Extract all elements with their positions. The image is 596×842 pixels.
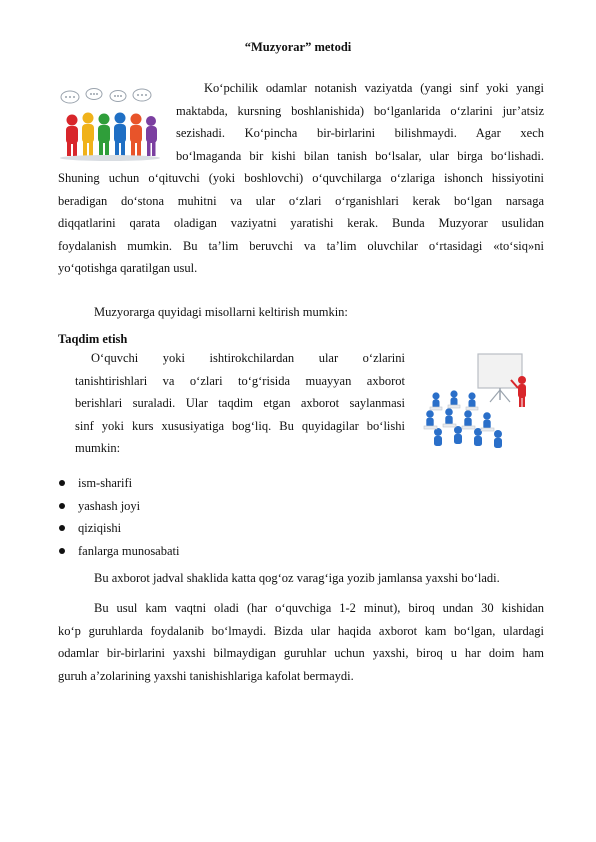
closing-line: ko‘p guruhlarda foydalanib bo‘lmaydi. Bizda ular haqida axborot kam bo‘lgan, ulardagi [58,623,544,638]
intro-line: beradigan do‘stona muhitni va ular o‘zlari o‘rganishlari kerak bo‘lgan narsaga [58,193,544,208]
examples-intro-text: Muzyorarga quyidagi misollarni keltirish mumkin: [94,305,348,319]
intro-line: diqqatlarini qarata oladigan vaziyatni yaratishi kerak. Bunda Muzyorar usulidan [58,216,544,230]
section-line: sinf yoki kurs xususiyatiga bog‘liq. Bu quyidagilar bo‘lishi [75,418,405,433]
after-bullets-text: Bu axborot jadval shaklida katta qog‘oz varag‘iga yozib jamlansa yaxshi bo‘ladi. [94,571,500,585]
intro-line: foydalanish mumkin. Bu ta’lim beruvchi va ta’lim oluvchilar o‘rtasidagi «to‘siq»ni [58,238,544,253]
examples-intro [94,301,544,324]
presentation-image [416,350,544,450]
list-item: qiziqishi [58,517,179,540]
intro-line: sezishadi. Ko‘pincha bir-birlarini bilishmaydi. Agar xech [176,126,544,140]
people-speech-bubbles-image [52,86,164,164]
document-title: “Muzyorar” metodi [244,40,352,54]
section-line: O‘quvchi yoki ishtirokchilardan ular o‘zlarini [91,351,405,365]
info-bullet-list [58,472,179,563]
intro-line: Ko‘pchilik odamlar notanish vaziyatda (yangi sinf yoki yangi [204,81,544,95]
section-heading: Taqdim etish [58,332,128,346]
closing-line: Bu usul kam vaqtni oladi (har o‘quvchiga 1-2 minut), biroq undan 30 kishidan [94,601,544,615]
intro-line: bo‘lmaganda bir kishi bilan tanish bo‘lsalar, ular birga bo‘lishadi. [176,148,544,163]
list-item: yashash joyi [58,495,179,518]
intro-full-lines [58,167,544,280]
closing-line: odamlar bir-birlarini yaxshi bilmaydigan guruhlar uchun yaxshi, biroq u har doim ham [58,646,544,660]
section-line: tanishtirishlari va o‘zlari to‘g‘risida muayyan axborot [75,373,405,388]
intro-line: maktabda, kursning boshlanishida) bo‘lganlarida o‘zlarini jur’atsiz [176,103,544,118]
section-line: berishlari suraladi. Ular taqdim etgan axborot saylanmasi [75,396,405,410]
intro-line: yo‘qotishga qaratilgan usul. [58,261,198,275]
list-item: ism-sharifi [58,472,179,495]
intro-wrapped-lines [176,77,544,167]
intro-line: Shuning uchun o‘qituvchi (yoki boshlovchi) o‘quvchilarga o‘zlariga ishonch hissiyotini [58,171,544,185]
section-paragraph [75,347,405,460]
closing-line: guruh a’zolarining yaxshi tanishishlariga kafolat bermaydi. [58,668,354,683]
after-bullets-paragraph [94,567,544,590]
list-item: fanlarga munosabati [58,540,179,563]
section-line: mumkin: [75,441,121,455]
closing-paragraph [58,597,544,687]
